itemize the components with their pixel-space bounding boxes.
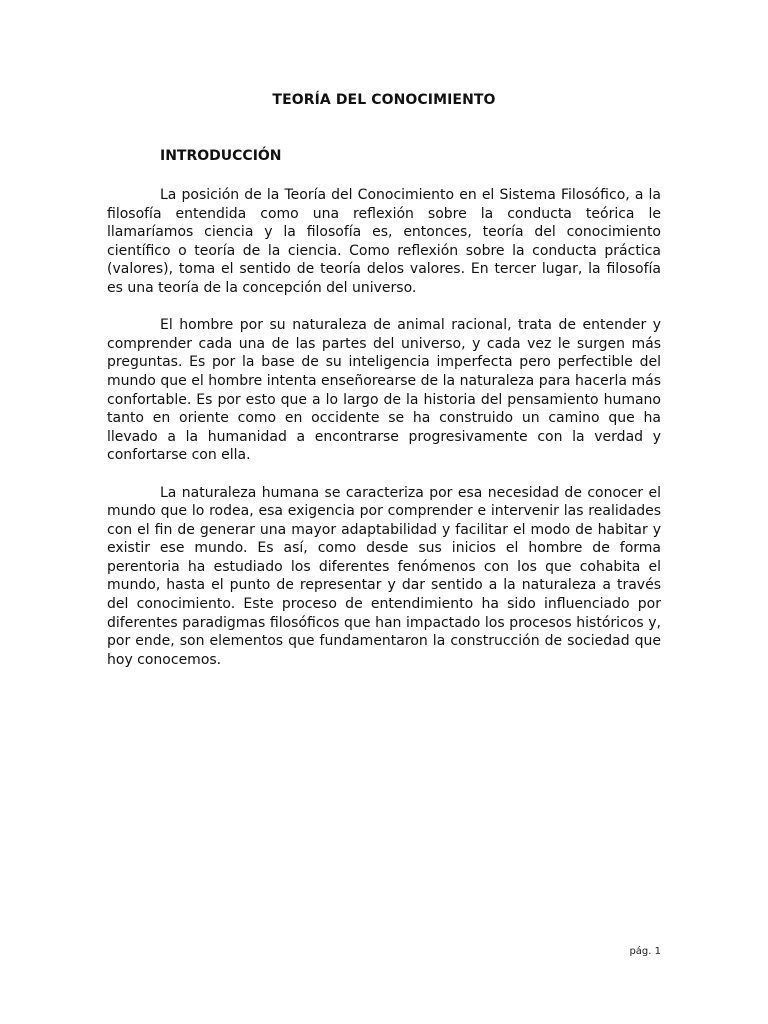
paragraph-3: La naturaleza humana se caracteriza por esa necesidad de conocer el mundo que lo rodea, esa exigencia por comprender e intervenir las realidades con el fin de generar una mayor adaptabilidad y facilitar el modo de habitar y existir ese mundo. Es así, como desde sus inicios el hombre de forma perentoria ha estudiado los diferentes fenómenos con los que cohabita el mundo, hasta el punto de representar y dar sentido a la naturaleza a través del conocimiento. Este proceso de entendimiento ha sido influenciado por diferentes paradigmas filosóficos que han impactado los procesos históricos y, por ende, son elementos que fundamentaron la construcción de sociedad que hoy conocemos.: [107, 484, 661, 668]
document-title: TEORÍA DEL CONOCIMIENTO: [272, 92, 496, 108]
section-heading: INTRODUCCIÓN: [160, 148, 282, 164]
paragraph-2: El hombre por su naturaleza de animal racional, trata de entender y comprender cada una de las partes del universo, y cada vez le surgen más preguntas. Es por la base de su inteligencia imperfecta pero perfectible del mundo que el hombre intenta enseñorearse de la naturaleza para hacerla más confortable. Es por esto que a lo largo de la historia del pensamiento humano tanto en oriente como en occidente se ha construido un camino que ha llevado a la humanidad a encontrarse progresivamente con la verdad y confortarse con ella.: [107, 317, 661, 464]
paragraph-1: La posición de la Teoría del Conocimiento en el Sistema Filosófico, a la filosofía entendida como una reflexión sobre la conducta teórica le llamaríamos ciencia y la filosofía es, entonces, teoría del conocimiento científico o teoría de la ciencia. Como reflexión sobre la conducta práctica (valores), toma el sentido de teoría delos valores. En tercer lugar, la filosofía es una teoría de la concepción del universo.: [107, 187, 661, 296]
page-number: pág. 1: [629, 946, 661, 957]
body-text: [107, 186, 661, 688]
